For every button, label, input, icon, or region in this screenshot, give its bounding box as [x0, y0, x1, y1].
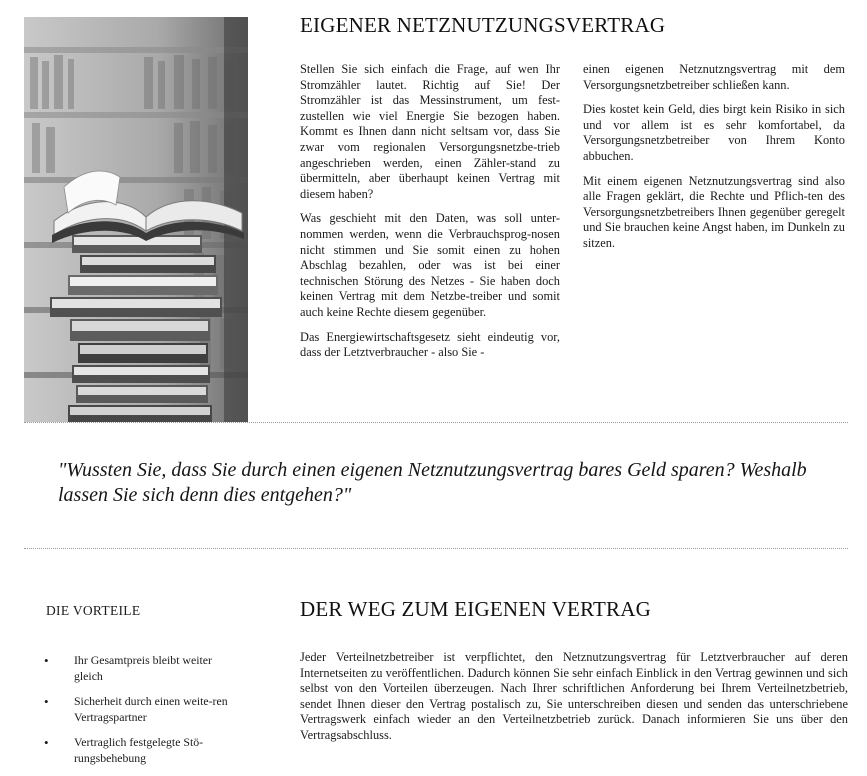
paragraph: Stellen Sie sich einfach die Frage, auf wen Ihr Stromzähler lautet. Richtig auf Sie! Der Stromzähler ist das Messinstrument, um fest-zustellen wie viel Energie Sie bezogen haben. Kommt es Ihnen dann nicht seltsam vor, dass Sie zwar vom regionalen Versorgungsnetzbe-trieb angeschrieben werden, einen Zähler-stand zu übermitteln, aber überhaupt keinen Vertrag mit diesem haben? [300, 62, 560, 201]
paragraph: Das Energiewirtschaftsgesetz sieht eindeutig vor, dass der Letztverbraucher - also Sie - [300, 329, 560, 360]
article-column-right [583, 62, 845, 261]
paragraph: Mit einem eigenen Netznutzungsvertrag sind also alle Fragen geklärt, die Rechte und Pflich-ten des Versorgungsnetzbetreibers Ihnen gegenüber geregelt und Sie brauchen keine Angst haben, im Dunkeln zu sitzen. [583, 173, 845, 250]
paragraph: Was geschieht mit den Daten, was soll unter-nommen werden, wenn die Verbrauchsprog-nosen nicht stimmen und Sie somit einen zu hohen Abschlag bezahlen, oder was ist bei einer technischen Störung des Netzes - Sie haben doch keinen Vertrag mit dem Netzbe-treiber und somit auch keine Rechte diesem gegenüber. [300, 211, 560, 319]
list-item: • Vertraglich festgelegte Stö-rungsbehebung [44, 735, 234, 766]
benefits-title: DIE VORTEILE [46, 603, 141, 618]
headline-eigener-netznutzungsvertrag: EIGENER NETZNUTZUNGSVERTRAG [300, 13, 666, 37]
books-photo-icon [24, 17, 248, 422]
list-item: • Sicherheit durch einen weite-ren Vertragspartner [44, 694, 234, 725]
headline-weg-zum-vertrag: DER WEG ZUM EIGENEN VERTRAG [300, 597, 651, 621]
paragraph: Dies kostet kein Geld, dies birgt kein Risiko in sich und vor allem ist es sehr komfortabel, da Versorgungsnetzbetreiber von Ihrem Konto abbuchen. [583, 102, 845, 163]
article-column-left [300, 62, 560, 370]
divider [24, 548, 848, 549]
list-item: • Ihr Gesamtpreis bleibt weiter gleich [44, 653, 234, 684]
paragraph: Jeder Verteilnetzbetreiber ist verpflichtet, den Netznutzungsvertrag für Letztverbraucher auf deren Internetseiten zu veröffentlichen. Dadurch können Sie sehr einfach Einblick in den Vertrag gewinnen und sich selbst von den Vorteilen überzeugen. Nach Ihrer schriftlichen Anforderung bei Ihrem Verteilnetzbetrieb, sendet Ihnen dieser den Vertrag postalisch zu, Sie unterschreiben diesen und senden das unterschriebene Vertragswerk einfach wieder an den Verteilnetzbetrieb zurück. Danach informieren Sie uns über den Vertragsabschluss. [300, 650, 848, 742]
paragraph: einen eigenen Netznutzngsvertrag mit dem Versorgungsnetzbetreiber schließen kann. [583, 62, 845, 92]
books-photo [24, 17, 248, 422]
divider [24, 422, 848, 423]
pull-quote: "Wussten Sie, dass Sie durch einen eigenen Netznutzungsvertrag bares Geld sparen? Weshalb lassen Sie sich denn dies entgehen?" [58, 459, 807, 506]
